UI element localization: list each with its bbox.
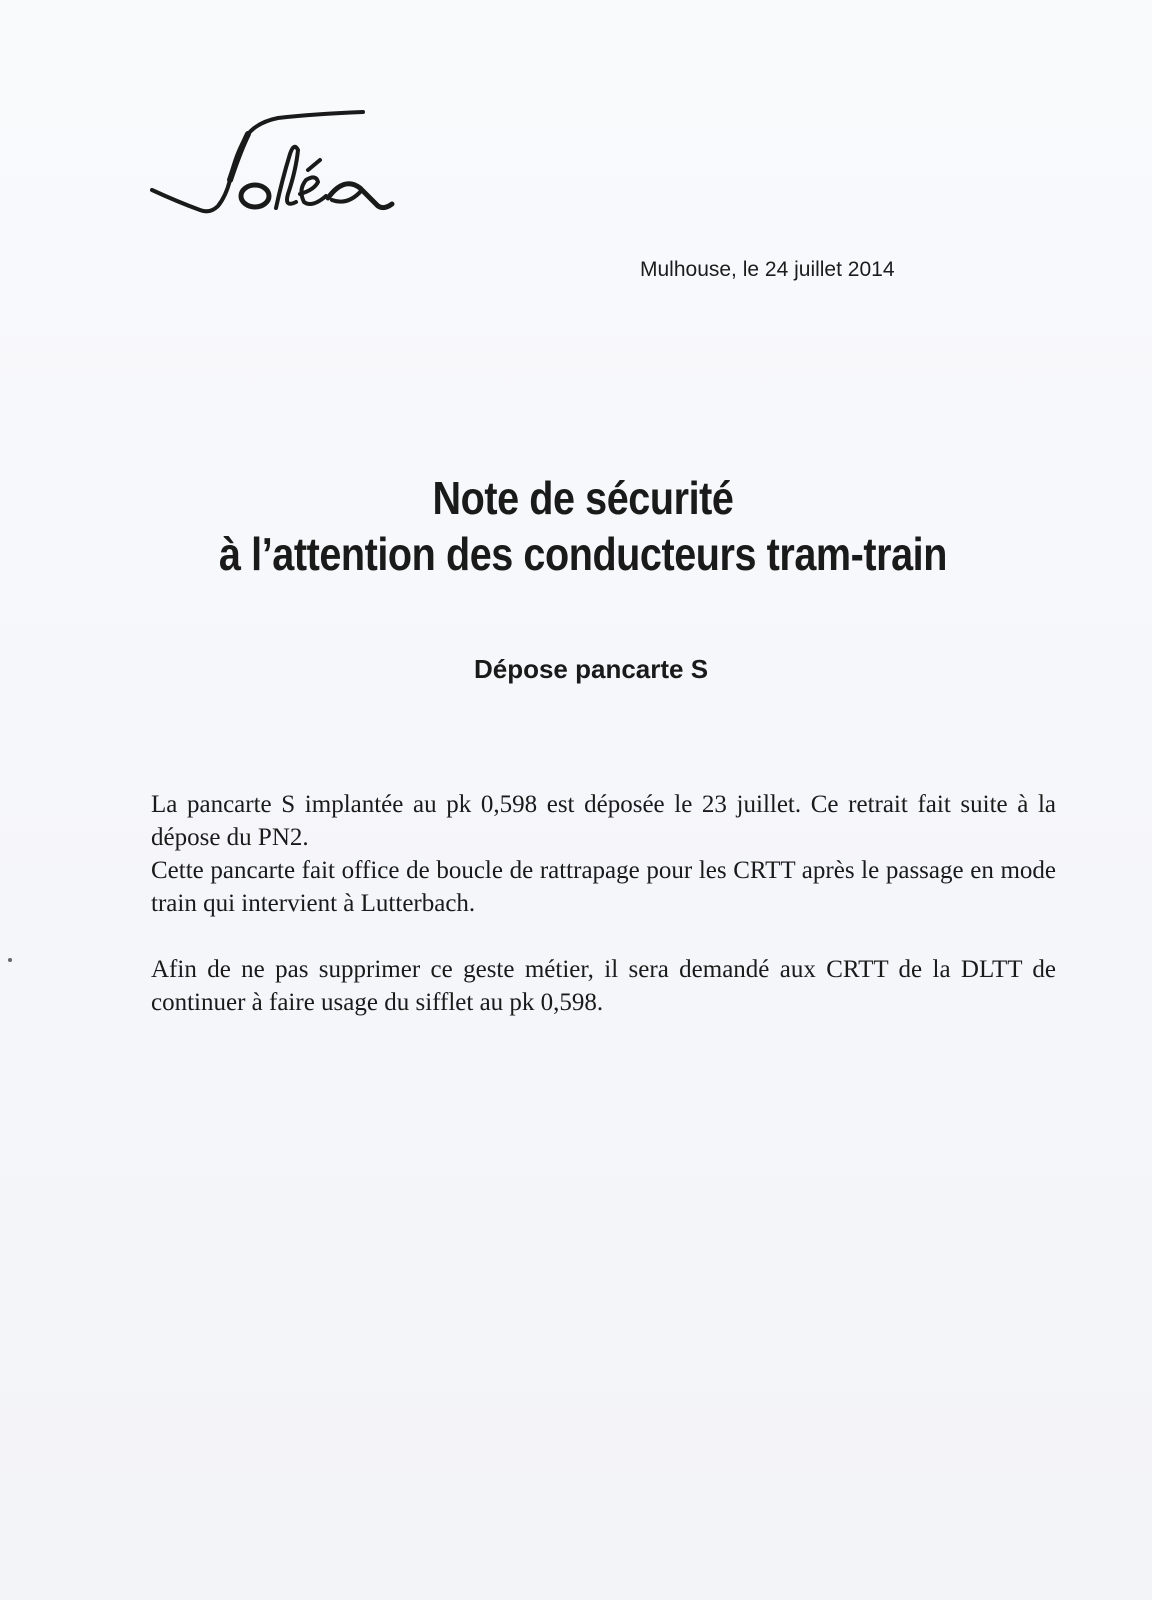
letter-date: Mulhouse, le 24 juillet 2014	[640, 258, 895, 281]
title-line-1: Note de sécurité	[432, 472, 734, 524]
body-paragraph-1a: La pancarte S implantée au pk 0,598 est déposée le 23 juillet. Ce retrait fait suite à la dépose du PN2.	[151, 791, 1056, 851]
body-paragraph-1b: Cette pancarte fait office de boucle de rattrapage pour les CRTT après le passage en mode train qui intervient à Lutterbach.	[151, 857, 1056, 917]
body-paragraph-2: Afin de ne pas supprimer ce geste métier, il sera demandé aux CRTT de la DLTT de continuer à faire usage du sifflet au pk 0,598.	[151, 956, 1056, 1016]
note-subtitle: Dépose pancarte S	[473, 654, 709, 684]
note-title	[0, 470, 1152, 582]
note-body	[151, 788, 1056, 1019]
title-line-2: à l’attention des conducteurs tram-train	[219, 528, 947, 580]
scan-speck	[8, 958, 12, 962]
solea-logo-icon	[148, 110, 398, 230]
